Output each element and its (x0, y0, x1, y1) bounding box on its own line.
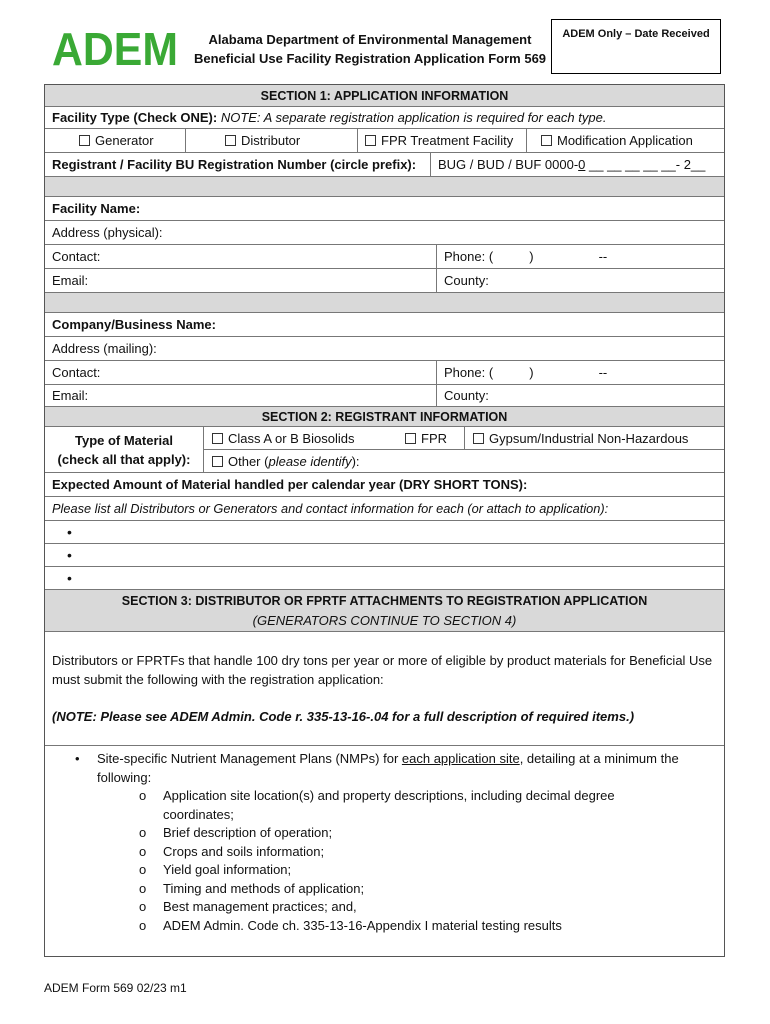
sub-item-text: Crops and soils information; (163, 843, 325, 859)
reg-prefix: BUG / BUD / BUF 0000- (438, 157, 579, 172)
opt-biosolids-label: Class A or B Biosolids (228, 430, 355, 446)
phone-field[interactable] (436, 361, 724, 384)
expected-amount-label: Expected Amount of Material handled per calendar year (DRY SHORT TONS): (52, 477, 528, 492)
opt-fpr-label: FPR (421, 430, 447, 446)
opt-gypsum-label: Gypsum/Industrial Non-Hazardous (489, 430, 689, 446)
section3-subtitle: (GENERATORS CONTINUE TO SECTION 4) (252, 612, 517, 628)
list-item (45, 787, 654, 824)
section3-paragraph: Distributors or FPRTFs that handle 100 dry tons per year or more of eligible by product materials for Beneficial Use must submit the following with the registration application: (52, 653, 713, 687)
email-field[interactable] (45, 269, 436, 292)
address-mailing-row[interactable] (45, 337, 724, 361)
material-type-line1: Type of Material (74, 432, 173, 448)
nmp-item (45, 746, 724, 787)
nmp-underlined: each application site (401, 751, 520, 766)
reg-number-label: Registrant / Facility BU Registration Number (circle prefix): (52, 157, 417, 172)
section2-header (45, 407, 724, 427)
section2-title: SECTION 2: REGISTRANT INFORMATION (261, 409, 508, 424)
county-label: County: (444, 273, 489, 288)
spacer-row (45, 177, 724, 197)
reg-digit: 0 (578, 157, 586, 172)
agency-name: Alabama Department of Environmental Management (208, 32, 532, 47)
nmp-text: Site-specific Nutrient Management Plans (NMPs) for (97, 751, 402, 766)
company-name-row[interactable] (45, 313, 724, 337)
sub-marker: o (139, 825, 147, 840)
material-options-row1 (204, 427, 724, 450)
sub-marker: o (139, 880, 147, 896)
email-county-row (45, 385, 724, 407)
sub-marker: o (139, 843, 147, 859)
reg-number-field[interactable] (430, 153, 724, 176)
nmp-sub-list (45, 787, 724, 935)
form-footer: ADEM Form 569 02/23 m1 (44, 981, 187, 995)
list-item (45, 917, 654, 936)
sub-marker: o (139, 917, 147, 933)
facility-type-options (45, 129, 724, 153)
contact-field[interactable] (45, 245, 436, 268)
sub-marker: o (139, 788, 147, 803)
section3-note: (NOTE: Please see ADEM Admin. Code r. 335-13-16-.04 for a full description of required items.) (52, 709, 635, 724)
bullet: • (67, 570, 72, 586)
spacer-row (45, 293, 724, 313)
company-name-label: Company/Business Name: (52, 317, 216, 332)
sub-item-text: Timing and methods of application; (163, 880, 365, 896)
checkbox[interactable] (365, 135, 376, 146)
address-physical-label: Address (physical): (52, 225, 163, 240)
contact-phone-row (45, 361, 724, 385)
sub-item-text: Application site location(s) and property descriptions, including decimal degree coordinates; (163, 788, 615, 822)
checkbox[interactable] (79, 135, 90, 146)
facility-name-label: Facility Name: (52, 201, 141, 216)
list-item[interactable] (45, 521, 724, 544)
checkbox[interactable] (225, 135, 236, 146)
facility-type-note: NOTE: A separate registration application is required for each type. (220, 110, 607, 125)
type-generator[interactable] (45, 129, 185, 152)
adem-only-label: ADEM Only – Date Received (562, 28, 710, 40)
material-type-row (45, 427, 724, 473)
material-type-label (45, 427, 203, 472)
checkbox[interactable] (212, 456, 223, 467)
county-field[interactable] (436, 385, 724, 406)
contact-label: Contact: (52, 249, 101, 264)
type-fpr-label: FPR Treatment Facility (381, 133, 514, 148)
bullet: • (67, 547, 72, 563)
checkbox[interactable] (405, 433, 416, 444)
expected-amount-row[interactable] (45, 473, 724, 497)
form-title (190, 30, 550, 68)
sub-marker: o (139, 862, 147, 877)
material-options-row2 (204, 450, 724, 472)
section3-title: SECTION 3: DISTRIBUTOR OR FPRTF ATTACHMENTS TO REGISTRATION APPLICATION (121, 593, 648, 608)
sub-item-text: Yield goal information; (163, 862, 292, 877)
phone-label: Phone: ( ) -- (444, 365, 608, 380)
email-county-row (45, 269, 724, 293)
registration-form (44, 84, 725, 957)
opt-fpr[interactable] (402, 427, 464, 449)
type-distributor-label: Distributor (241, 133, 301, 148)
facility-type-label: Facility Type (Check ONE): (52, 110, 218, 125)
adem-logo (52, 28, 180, 68)
facility-name-row[interactable] (45, 197, 724, 221)
type-fpr[interactable] (357, 129, 526, 152)
opt-other-close: ): (351, 453, 360, 469)
sub-item-text: Best management practices; and, (163, 899, 357, 914)
reg-blanks: __ __ __ __ __- 2__ (585, 157, 706, 172)
nmp-text-end: , detailing at a minimum the following: (97, 751, 679, 785)
email-label: Email: (52, 388, 89, 403)
opt-biosolids[interactable] (204, 427, 402, 449)
form-name: Beneficial Use Facility Registration Application Form 569 (193, 51, 547, 66)
svg-text:ADEM: ADEM (52, 28, 178, 68)
list-item (45, 898, 654, 917)
phone-field[interactable] (436, 245, 724, 268)
bullet: • (75, 751, 80, 766)
type-generator-label: Generator (95, 133, 154, 148)
section3-header (45, 590, 724, 632)
registration-number-row (45, 153, 724, 177)
type-modification-label: Modification Application (557, 133, 693, 148)
section3-requirements (45, 746, 724, 956)
opt-other-label: Other ( (228, 453, 269, 469)
checkbox[interactable] (541, 135, 552, 146)
list-item (45, 824, 654, 843)
facility-type-cell (45, 107, 606, 128)
sub-item-text: Brief description of operation; (163, 825, 333, 840)
phone-label: Phone: ( ) -- (444, 249, 608, 264)
email-label: Email: (52, 273, 89, 288)
type-modification[interactable] (526, 129, 724, 152)
opt-other[interactable] (204, 450, 360, 472)
list-item (45, 843, 654, 862)
section3-intro (45, 632, 724, 746)
material-type-line2: (check all that apply): (57, 451, 191, 467)
contact-label: Contact: (52, 365, 101, 380)
list-item[interactable] (45, 567, 724, 590)
county-field[interactable] (436, 269, 724, 292)
list-instructions-row (45, 497, 724, 521)
adem-only-box (551, 19, 721, 74)
address-physical-row[interactable] (45, 221, 724, 245)
email-field[interactable] (45, 385, 436, 406)
list-item (45, 880, 654, 899)
section1-title: SECTION 1: APPLICATION INFORMATION (260, 88, 509, 103)
bullet: • (67, 524, 72, 540)
type-distributor[interactable] (185, 129, 357, 152)
list-instructions: Please list all Distributors or Generators and contact information for each (or attach to application): (52, 501, 609, 516)
checkbox[interactable] (212, 433, 223, 444)
opt-other-hint: please identify (268, 453, 352, 469)
contact-field[interactable] (45, 361, 436, 384)
list-item[interactable] (45, 544, 724, 567)
county-label: County: (444, 388, 489, 403)
opt-gypsum[interactable] (464, 427, 724, 449)
sub-marker: o (139, 899, 147, 914)
section1-header (45, 85, 724, 107)
checkbox[interactable] (473, 433, 484, 444)
list-item (45, 861, 654, 880)
contact-phone-row (45, 245, 724, 269)
facility-type-row (45, 107, 724, 129)
material-options (203, 427, 724, 472)
address-mailing-label: Address (mailing): (52, 341, 157, 356)
sub-item-text: ADEM Admin. Code ch. 335-13-16-Appendix I material testing results (163, 917, 562, 933)
